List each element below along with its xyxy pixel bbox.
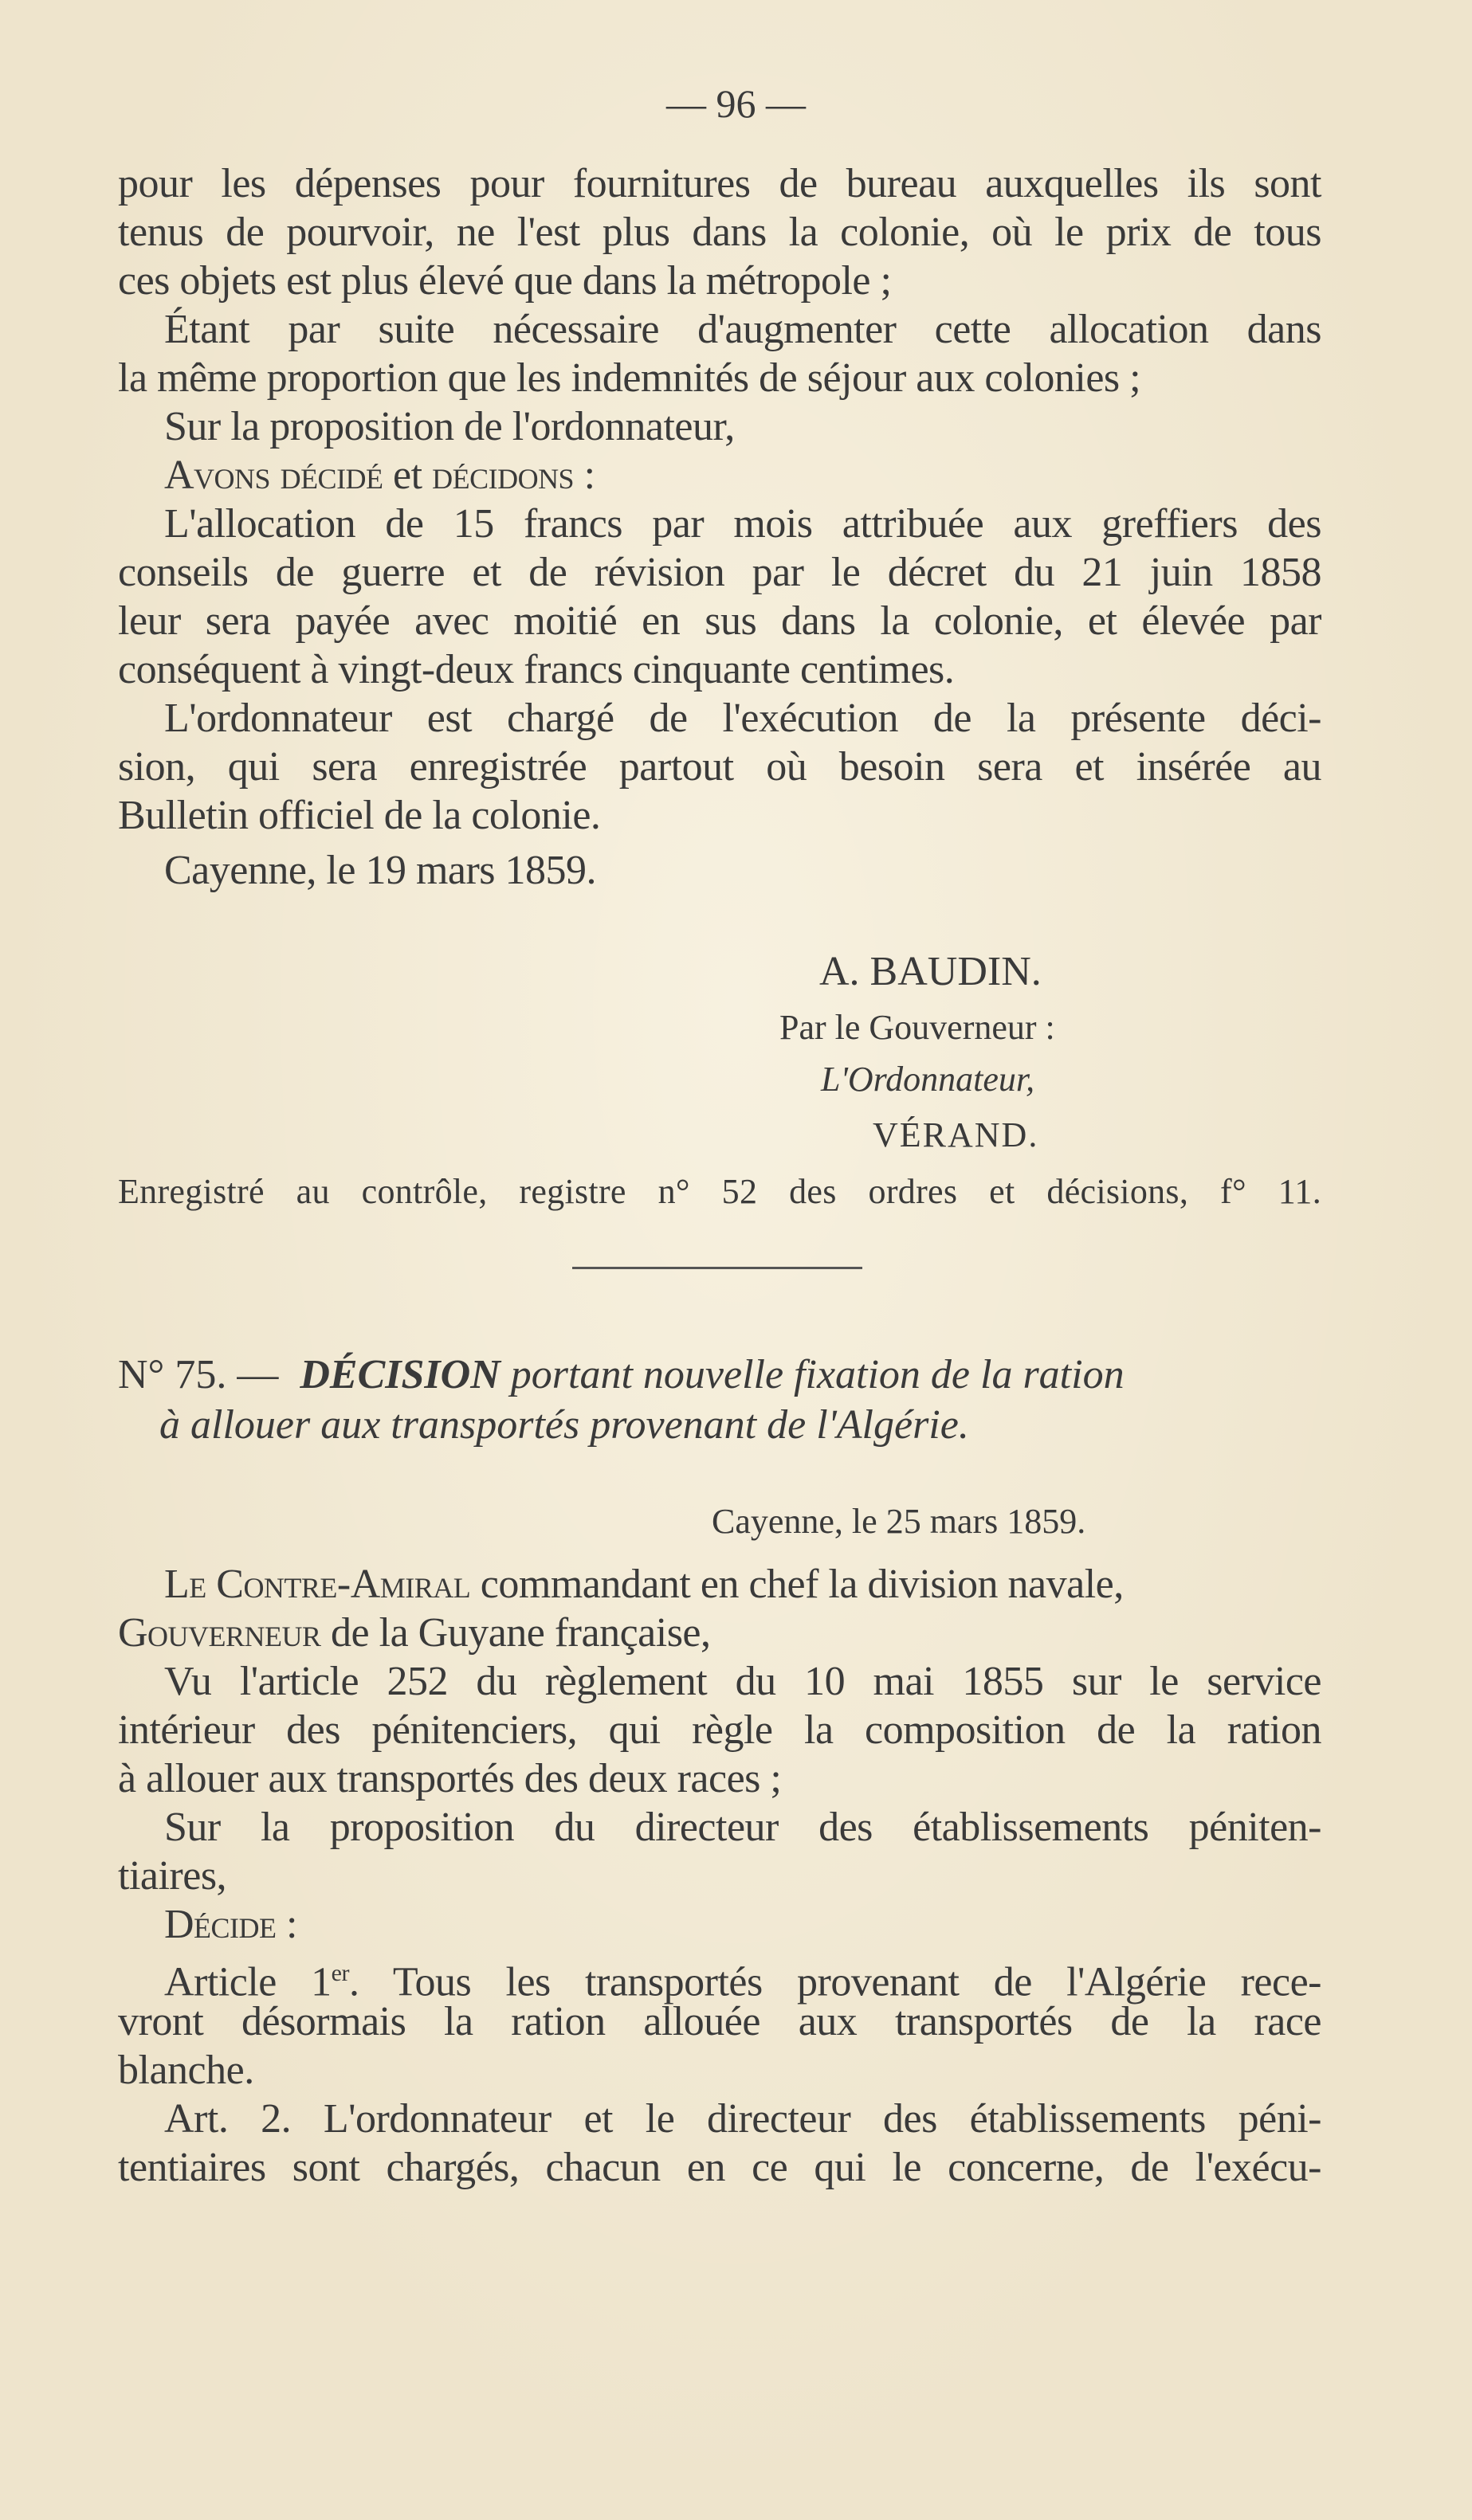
text-line: sion, qui sera enregistrée partout où besoin sera et insérée au [118, 744, 1321, 790]
text-line [118, 1560, 1321, 1609]
text-line: blanche. [118, 2048, 254, 2093]
page-number: — 96 — [666, 81, 806, 126]
text-line: Sur la proposition du directeur des établissements péniten- [164, 1805, 1321, 1850]
registration-text: Enregistré au contrôle, registre n° 52 des ordres et décisions, f° 11. [118, 1172, 1321, 1211]
text-span: . Tous les transportés provenant de l'Algérie rece- [348, 1959, 1321, 2005]
decide-line: Décide : [164, 1902, 297, 1947]
text-line: la même proportion que les indemnités de séjour aux colonies ; [118, 355, 1141, 401]
text-line [118, 1949, 1321, 2005]
text-line: conséquent à vingt-deux francs cinquante centimes. [118, 647, 955, 692]
signature-name: A. BAUDIN. [819, 949, 1042, 994]
signature-role: L'Ordonnateur, [821, 1060, 1035, 1099]
avons-decide: Avons décidé [164, 453, 383, 498]
decision-keyword: DÉCISION [300, 1352, 500, 1397]
text-line: leur sera payée avec moitié en sus dans la colonie, et élevée par [118, 598, 1321, 644]
registration-line [118, 1167, 1321, 1216]
text-line: Étant par suite nécessaire d'augmenter cette allocation dans [164, 307, 1321, 352]
text-line: vront désormais la ration allouée aux transportés de la race [118, 1999, 1321, 2044]
signature-par: Par le Gouverneur : [779, 1008, 1055, 1047]
text-line [118, 451, 1321, 500]
decision-date: Cayenne, le 25 mars 1859. [712, 1502, 1086, 1541]
text-line: pour les dépenses pour fournitures de bureau auxquelles ils sont [118, 161, 1321, 206]
text-line: ces objets est plus élevé que dans la métropole ; [118, 258, 892, 304]
decision-74-text [118, 159, 1321, 895]
text-line: tentiaires sont chargés, chacun en ce qui le concerne, de l'exécu- [118, 2145, 1321, 2190]
decision-75-text [118, 1560, 1321, 2192]
date-line: Cayenne, le 19 mars 1859. [164, 848, 597, 893]
text-span: commandant en chef la division navale, [470, 1562, 1124, 1607]
decision-75-title-line1 [118, 1350, 1321, 1400]
contre-amiral: Le Contre-Amiral [164, 1562, 471, 1607]
text-line: intérieur des pénitenciers, qui règle la composition de la ration [118, 1707, 1321, 1753]
separator-rule [572, 1267, 862, 1269]
text-span: de la Guyane française, [320, 1610, 711, 1656]
text-line: Bulletin officiel de la colonie. [118, 793, 601, 838]
text-line: L'ordonnateur est chargé de l'exécution de la présente déci- [164, 696, 1321, 741]
decision-title: portant nouvelle fixation de la ration [500, 1352, 1125, 1397]
gouverneur: Gouverneur [118, 1610, 321, 1656]
text-line: L'allocation de 15 francs par mois attribuée aux greffiers des [164, 501, 1321, 547]
text-line [118, 1609, 1321, 1657]
decidons: décidons : [432, 453, 595, 498]
text-line: tiaires, [118, 1853, 227, 1899]
text-line: Art. 2. L'ordonnateur et le directeur des établissements péni- [164, 2096, 1321, 2142]
text-line: Vu l'article 252 du règlement du 10 mai 1855 sur le service [164, 1659, 1321, 1704]
superscript: er [331, 1960, 349, 1986]
signature-ordonnateur-name: VÉRAND. [873, 1115, 1039, 1154]
text-line: conseils de guerre et de révision par le décret du 21 juin 1858 [118, 550, 1321, 595]
text-line: Sur la proposition de l'ordonnateur, [164, 404, 735, 449]
et-word: et [383, 453, 433, 498]
decision-75-title-line2: à allouer aux transportés provenant de l'Algérie. [159, 1402, 969, 1448]
text-line: à allouer aux transportés des deux races ; [118, 1756, 782, 1801]
text-line: tenus de pourvoir, ne l'est plus dans la colonie, où le prix de tous [118, 210, 1321, 255]
text-span: Article 1 [164, 1959, 332, 2005]
decision-number: N° 75. — [118, 1352, 279, 1397]
